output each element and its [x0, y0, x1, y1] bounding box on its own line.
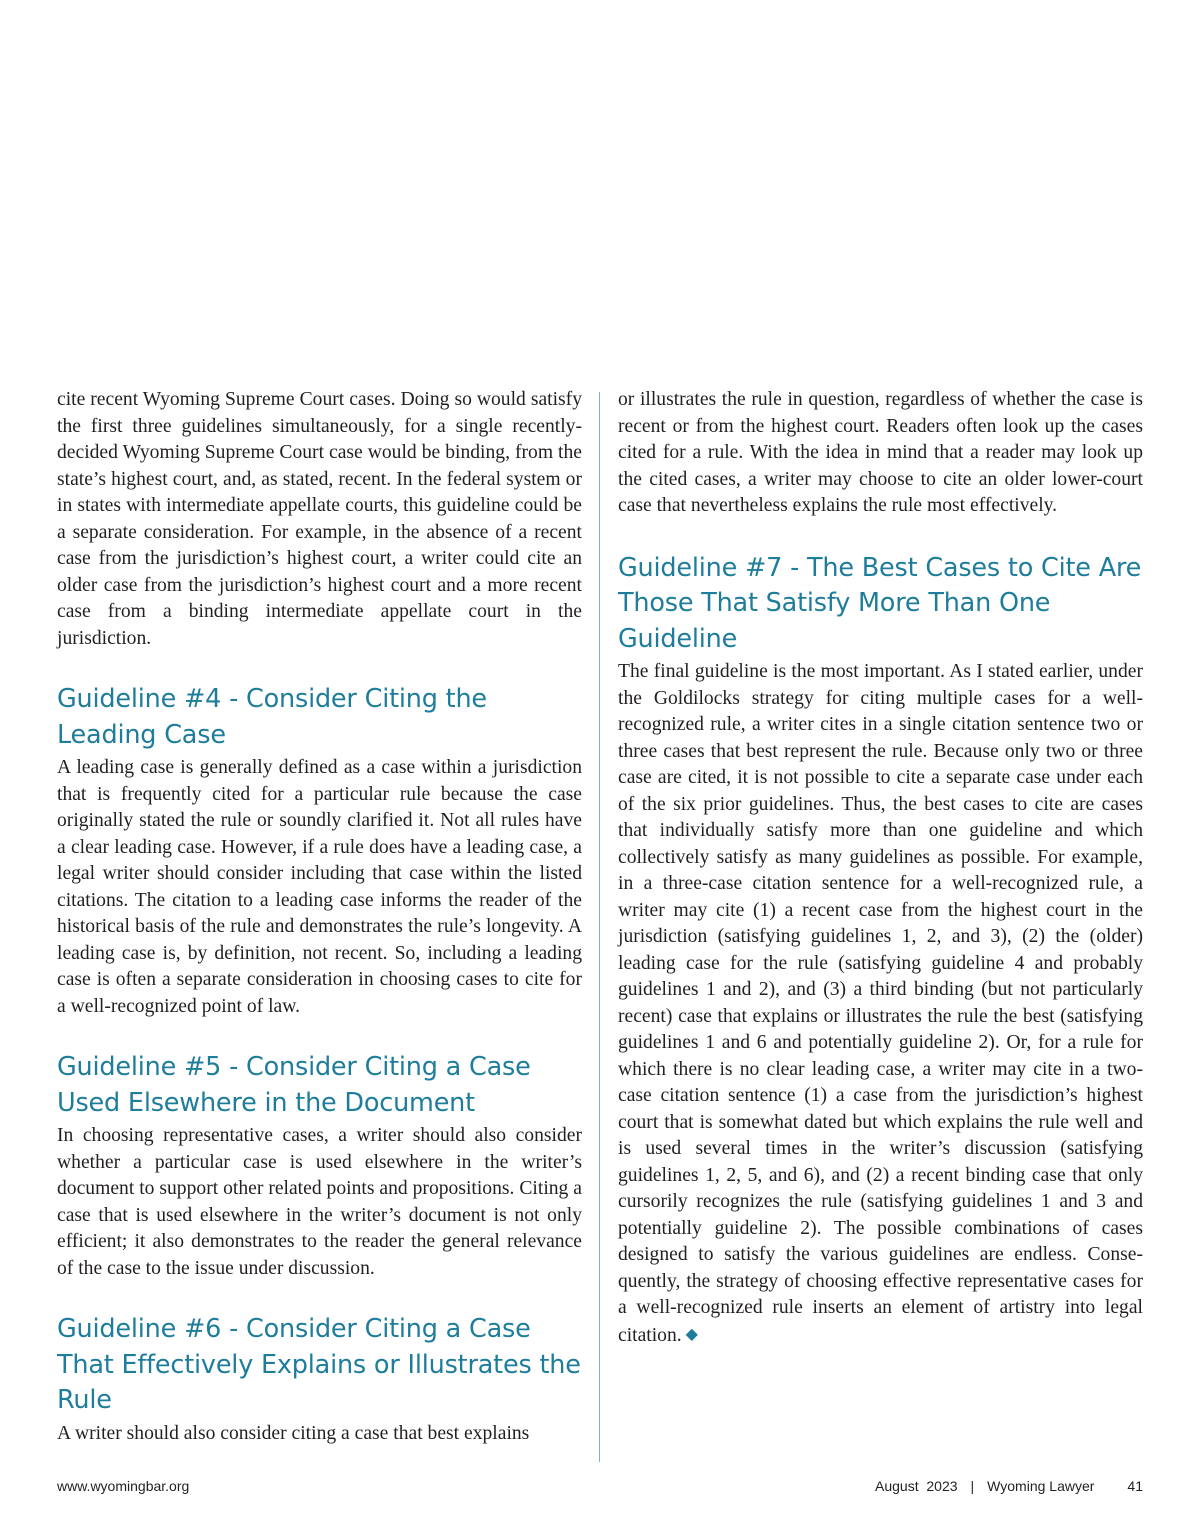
guideline-4-heading: Guideline #4 - Consider Citing the Leading Case	[57, 684, 487, 750]
guideline-6-body-start: A writer should also consider citing a case that best explains	[57, 1422, 530, 1444]
guideline-7-heading: Guideline #7 - The Best Cases to Cite Are Those That Satisfy More Than One Guideline	[618, 552, 1142, 654]
guideline-6-heading: Guideline #6 - Consider Citing a Case That Effectively Explains or Illustrates the Rule	[57, 1314, 581, 1415]
footer-publication: Wyoming Lawyer	[987, 1478, 1095, 1494]
guideline-5-heading: Guideline #5 - Consider Citing a Case Used Elsewhere in the Document	[57, 1052, 531, 1118]
intro-paragraph: cite recent Wyoming Supreme Court cases. Doing so would satisfy the first three guidelines simultaneously, for a single recently-decided Wyoming Supreme Court case would be binding, from the state’s highest court, and, as stated, recent. In the federal system or in states with intermediate appellate courts, this guideline could be a separate consideration. For example, in the absence of a recent case from the jurisdiction’s highest court, a writer could cite an older case from the jurisdiction’s highest court and a more recent case from a binding intermediate appellate court in the jurisdiction.	[57, 389, 582, 649]
end-mark-diamond-icon: ◆	[685, 1325, 698, 1343]
guideline-5-body: In choosing representative cases, a writer should also consider whether a particular case is used elsewhere in the writer’s document to support other related points and propositions. Citing a case that is used elsewhere in the writer’s document is not only efficient; it also demonstrates to the reader the general relevance of the case to the issue under discussion.	[57, 1125, 582, 1279]
guideline-7-body	[618, 659, 1143, 1349]
guideline-7-text: The final guideline is the most important. As I stated earlier, under the Goldilocks strategy for citing multiple cases for a well-recognized rule, a writer cites in a single citation sentence two or three cases that best represent the rule. Because only two or three case are cited, it is not possible to cite a separate case under each of the six prior guidelines. Thus, the best cases to cite are cases that individually satisfy more than one guideline and which collectively satisfy as many guidelines as possible. For example, in a three-case citation sentence for a well-recognized rule, a writer may cite (1) a recent case from the highest court in the jurisdiction (satisfying guidelines 1, 2, and 3), (2) the (older) leading case for the rule (satisfying guideline 4 and probably guidelines 1 and 2), and (3) a third binding (but not particularly recent) case that explains or illustrates the rule the best (satisfying guidelines 1 and 6 and potentially guideline 2). Or, for a rule for which there is no clear leading case, a writer may cite in a two-case citation sentence (1) a case from the jurisdiction’s highest court that is somewhat dated but which explains the rule well and is used several times in the writer’s discussion (satisfying guidelines 1, 2, 5, and 6), and (2) a recent binding case that only cursorily recognizes the rule (satisfying guidelines 1 and 3 and potentially guideline 2). The possible combinations of cases designed to satisfy the various guidelines are endless. Consequently, the strategy of choosing effective representative cases for a well-recognized rule inserts an element of artistry into legal citation.	[618, 661, 1143, 1346]
right-column	[618, 387, 1143, 1349]
column-divider	[599, 392, 600, 1462]
footer-page-number: 41	[1127, 1478, 1143, 1494]
footer-issue-date: August 2023	[875, 1478, 958, 1494]
footer-website: www.wyomingbar.org	[57, 1478, 190, 1494]
footer-separator: |	[970, 1478, 975, 1494]
guideline-4-body: A leading case is generally defined as a case within a jurisdiction that is frequently cited for a particular rule because the case originally stated the rule or soundly clarified it. Not all rules have a clear leading case. However, if a rule does have a leading case, a legal writer should consider including that case within the listed citations. The citation to a leading case informs the reader of the historical basis of the rule and demonstrates the rule’s longevity. A leading case is, by definition, not recent. So, including a leading case is often a separate consideration in choosing cases to cite for a well-recognized point of law.	[57, 757, 582, 1017]
guideline-6-continued: or illustrates the rule in question, regardless of whether the case is recent or from the highest court. Readers often look up the cases cited for a rule. With the idea in mind that a reader may look up the cited cases, a writer may choose to cite an older lower-court case that nevertheless explains the rule most effectively.	[618, 389, 1143, 516]
footer-issue-info	[875, 1478, 1143, 1494]
left-column	[57, 387, 582, 1447]
